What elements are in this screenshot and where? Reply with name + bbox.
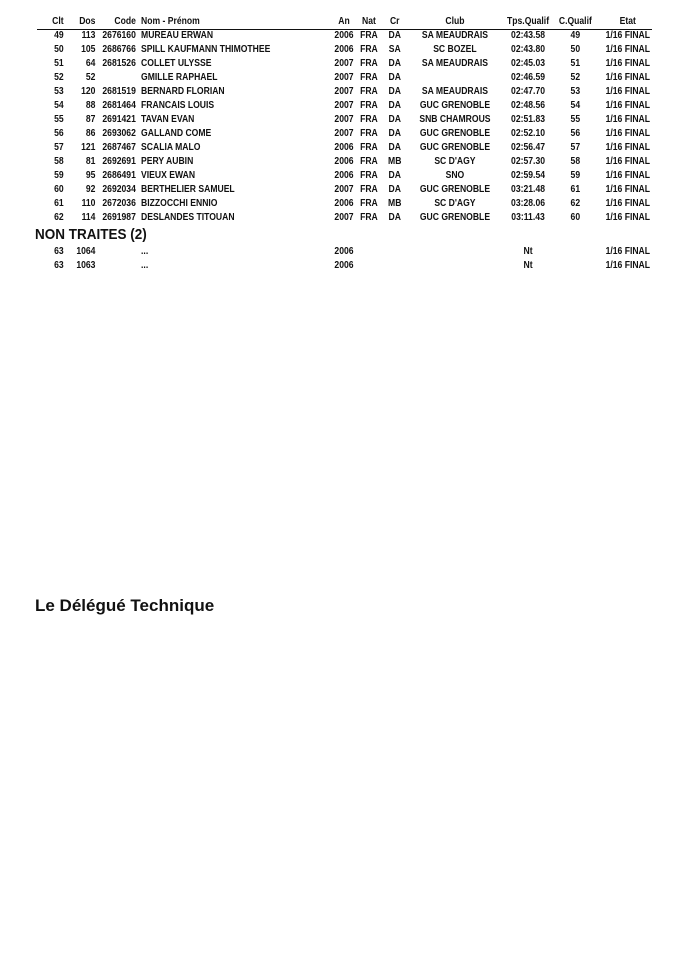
cell-dos: 1063 (76, 260, 96, 271)
cell-etat: 1/16 FINAL (605, 58, 651, 69)
cell-cq: 62 (570, 198, 581, 209)
cell-dos: 86 (85, 128, 96, 139)
cell-tps: 02:51.83 (511, 114, 546, 125)
cell-cq: 61 (570, 184, 581, 195)
cell-club: GUC GRENOBLE (419, 212, 491, 223)
table-row (0, 259, 651, 273)
cell-etat: 1/16 FINAL (605, 156, 651, 167)
cell-clt: 50 (54, 44, 64, 55)
cell-an: 2006 (334, 260, 354, 271)
header-cr: Cr (389, 16, 400, 27)
cell-etat: 1/16 FINAL (605, 72, 651, 83)
cell-dos: 95 (85, 170, 96, 181)
cell-dos: 113 (81, 30, 96, 41)
cell-clt: 57 (54, 142, 64, 153)
cell-code: 2692034 (102, 184, 136, 195)
cell-club: SNO (445, 170, 465, 181)
cell-code: 2686491 (102, 170, 136, 181)
cell-clt: 54 (54, 100, 64, 111)
cell-etat: 1/16 FINAL (605, 100, 651, 111)
cell-cr: DA (388, 184, 401, 195)
cell-cq: 51 (570, 58, 581, 69)
cell-an: 2006 (334, 170, 354, 181)
cell-nat: FRA (360, 58, 378, 69)
header-cq: C.Qualif (558, 16, 592, 27)
cell-code: 2681519 (102, 86, 136, 97)
cell-nat: FRA (360, 184, 378, 195)
cell-clt: 51 (54, 58, 64, 69)
cell-cr: DA (388, 114, 401, 125)
cell-tps: 02:59.54 (511, 170, 546, 181)
cell-club: SA MEAUDRAIS (421, 58, 488, 69)
cell-clt: 60 (54, 184, 64, 195)
header-nat: Nat (362, 16, 376, 27)
cell-nat: FRA (360, 198, 378, 209)
cell-dos: 87 (85, 114, 96, 125)
cell-code: 2681526 (102, 58, 136, 69)
cell-an: 2006 (334, 30, 354, 41)
cell-code: 2693062 (102, 128, 136, 139)
cell-cq: 50 (570, 44, 581, 55)
table-row (0, 169, 651, 183)
table-row (0, 71, 651, 85)
cell-an: 2007 (334, 100, 354, 111)
cell-etat: 1/16 FINAL (605, 246, 651, 257)
cell-etat: 1/16 FINAL (605, 212, 651, 223)
cell-cr: DA (388, 72, 401, 83)
cell-etat: 1/16 FINAL (605, 198, 651, 209)
cell-dos: 88 (85, 100, 96, 111)
cell-dos: 105 (81, 44, 96, 55)
cell-club: SC D'AGY (434, 156, 476, 167)
cell-clt: 58 (54, 156, 64, 167)
header-code: Code (114, 16, 136, 27)
cell-etat: 1/16 FINAL (605, 260, 651, 271)
cell-cr: DA (388, 128, 401, 139)
cell-clt: 53 (54, 86, 64, 97)
table-row (0, 127, 651, 141)
cell-tps: 03:11.43 (511, 212, 545, 223)
cell-name: GALLAND COME (141, 128, 212, 139)
cell-code: 2692691 (102, 156, 136, 167)
cell-clt: 61 (54, 198, 64, 209)
cell-name: BERTHELIER SAMUEL (141, 184, 235, 195)
table-row (0, 211, 651, 225)
cell-tps: 02:46.59 (511, 72, 546, 83)
cell-cq: 52 (570, 72, 581, 83)
cell-an: 2007 (334, 184, 354, 195)
cell-code: 2672036 (102, 198, 136, 209)
cell-nat: FRA (360, 72, 378, 83)
cell-nat: FRA (360, 30, 378, 41)
header-tps: Tps.Qualif (507, 16, 550, 27)
cell-cr: DA (388, 58, 401, 69)
cell-cr: MB (388, 198, 402, 209)
table-row (0, 141, 651, 155)
cell-cq: 58 (570, 156, 581, 167)
cell-cr: DA (388, 170, 401, 181)
cell-nat: FRA (360, 212, 378, 223)
cell-name: TAVAN EVAN (141, 114, 195, 125)
cell-club: SNB CHAMROUS (419, 114, 491, 125)
cell-dos: 120 (81, 86, 96, 97)
table-row (0, 85, 651, 99)
cell-tps: 02:48.56 (511, 100, 546, 111)
table-row (0, 245, 651, 259)
cell-name: MUREAU ERWAN (141, 30, 214, 41)
cell-name: VIEUX EWAN (141, 170, 196, 181)
cell-code: 2676160 (102, 30, 136, 41)
cell-clt: 63 (54, 246, 64, 257)
cell-an: 2006 (334, 142, 354, 153)
cell-an: 2007 (334, 128, 354, 139)
cell-code: 2681464 (102, 100, 136, 111)
cell-cr: SA (388, 44, 401, 55)
cell-an: 2007 (334, 212, 354, 223)
cell-code: 2691987 (102, 212, 136, 223)
cell-nat: FRA (360, 44, 378, 55)
cell-name: GMILLE RAPHAEL (141, 72, 218, 83)
cell-cq: 57 (570, 142, 581, 153)
cell-clt: 63 (54, 260, 64, 271)
signature-label: Le Délégué Technique (35, 596, 215, 615)
cell-dos: 92 (85, 184, 96, 195)
table-row (0, 113, 651, 127)
cell-name: BIZZOCCHI ENNIO (141, 198, 218, 209)
cell-clt: 59 (54, 170, 64, 181)
cell-code: 2687467 (102, 142, 136, 153)
cell-club: SA MEAUDRAIS (421, 86, 488, 97)
cell-name: SPILL KAUFMANN THIMOTHEE (141, 44, 271, 55)
cell-dos: 52 (85, 72, 96, 83)
cell-nat: FRA (360, 128, 378, 139)
cell-tps: 02:45.03 (511, 58, 546, 69)
cell-tps: 02:47.70 (511, 86, 546, 97)
cell-name: BERNARD FLORIAN (141, 86, 225, 97)
cell-cr: DA (388, 30, 401, 41)
table-row (0, 183, 651, 197)
table-row (0, 155, 651, 169)
cell-etat: 1/16 FINAL (605, 128, 651, 139)
cell-tps: 02:57.30 (511, 156, 546, 167)
cell-cq: 56 (570, 128, 581, 139)
cell-tps: 03:28.06 (511, 198, 546, 209)
cell-cq: 53 (570, 86, 581, 97)
cell-clt: 49 (54, 30, 64, 41)
cell-nat: FRA (360, 170, 378, 181)
cell-an: 2007 (334, 72, 354, 83)
cell-dos: 121 (81, 142, 96, 153)
header-etat: Etat (619, 16, 636, 27)
table-row (0, 29, 651, 43)
header-name: Nom - Prénom (141, 16, 200, 27)
cell-clt: 62 (54, 212, 64, 223)
cell-nat: FRA (360, 114, 378, 125)
cell-code: 2686766 (102, 44, 136, 55)
cell-tps: 02:56.47 (511, 142, 546, 153)
cell-cq: 54 (570, 100, 581, 111)
cell-club: SC D'AGY (434, 198, 476, 209)
cell-an: 2007 (334, 86, 354, 97)
cell-club: SC BOZEL (433, 44, 477, 55)
cell-cq: 60 (570, 212, 581, 223)
cell-tps: 02:52.10 (511, 128, 546, 139)
cell-tps: Nt (523, 260, 533, 271)
cell-code: 2691421 (102, 114, 136, 125)
cell-etat: 1/16 FINAL (605, 142, 651, 153)
cell-dos: 114 (81, 212, 96, 223)
cell-an: 2006 (334, 198, 354, 209)
cell-cr: MB (388, 156, 402, 167)
cell-club: GUC GRENOBLE (419, 184, 491, 195)
cell-tps: 02:43.80 (511, 44, 546, 55)
table-row (0, 57, 651, 71)
cell-name: ... (141, 246, 149, 257)
cell-clt: 55 (54, 114, 64, 125)
cell-cr: DA (388, 212, 401, 223)
cell-name: COLLET ULYSSE (141, 58, 212, 69)
cell-cq: 59 (570, 170, 581, 181)
cell-name: ... (141, 260, 149, 271)
cell-clt: 56 (54, 128, 64, 139)
cell-cr: DA (388, 142, 401, 153)
cell-etat: 1/16 FINAL (605, 114, 651, 125)
cell-cq: 55 (570, 114, 581, 125)
table-row (0, 43, 651, 57)
table-header (0, 15, 636, 29)
header-club: Club (445, 16, 465, 27)
cell-nat: FRA (360, 156, 378, 167)
cell-name: PERY AUBIN (141, 156, 194, 167)
cell-an: 2006 (334, 44, 354, 55)
cell-nat: FRA (360, 86, 378, 97)
cell-etat: 1/16 FINAL (605, 44, 651, 55)
cell-name: DESLANDES TITOUAN (141, 212, 235, 223)
cell-an: 2006 (334, 246, 354, 257)
cell-dos: 1064 (76, 246, 96, 257)
table-row (0, 197, 651, 211)
cell-an: 2007 (334, 114, 354, 125)
cell-tps: 03:21.48 (511, 184, 546, 195)
cell-clt: 52 (54, 72, 64, 83)
cell-dos: 81 (85, 156, 96, 167)
cell-etat: 1/16 FINAL (605, 30, 651, 41)
cell-dos: 110 (81, 198, 96, 209)
header-dos: Dos (79, 16, 96, 27)
cell-etat: 1/16 FINAL (605, 170, 651, 181)
table-row (0, 99, 651, 113)
cell-cr: DA (388, 100, 401, 111)
cell-tps: Nt (523, 246, 533, 257)
cell-club: GUC GRENOBLE (419, 100, 491, 111)
cell-an: 2007 (334, 58, 354, 69)
cell-cq: 49 (570, 30, 581, 41)
cell-nat: FRA (360, 100, 378, 111)
header-an: An (338, 16, 350, 27)
cell-club: GUC GRENOBLE (419, 142, 491, 153)
cell-tps: 02:43.58 (511, 30, 546, 41)
cell-club: GUC GRENOBLE (419, 128, 491, 139)
cell-name: FRANCAIS LOUIS (141, 100, 215, 111)
cell-an: 2006 (334, 156, 354, 167)
cell-dos: 64 (85, 58, 96, 69)
header-clt: Clt (52, 16, 64, 27)
non-traites-title: NON TRAITES (2) (35, 226, 147, 243)
cell-club: SA MEAUDRAIS (421, 30, 488, 41)
cell-name: SCALIA MALO (141, 142, 201, 153)
cell-nat: FRA (360, 142, 378, 153)
cell-etat: 1/16 FINAL (605, 86, 651, 97)
cell-cr: DA (388, 86, 401, 97)
cell-etat: 1/16 FINAL (605, 184, 651, 195)
